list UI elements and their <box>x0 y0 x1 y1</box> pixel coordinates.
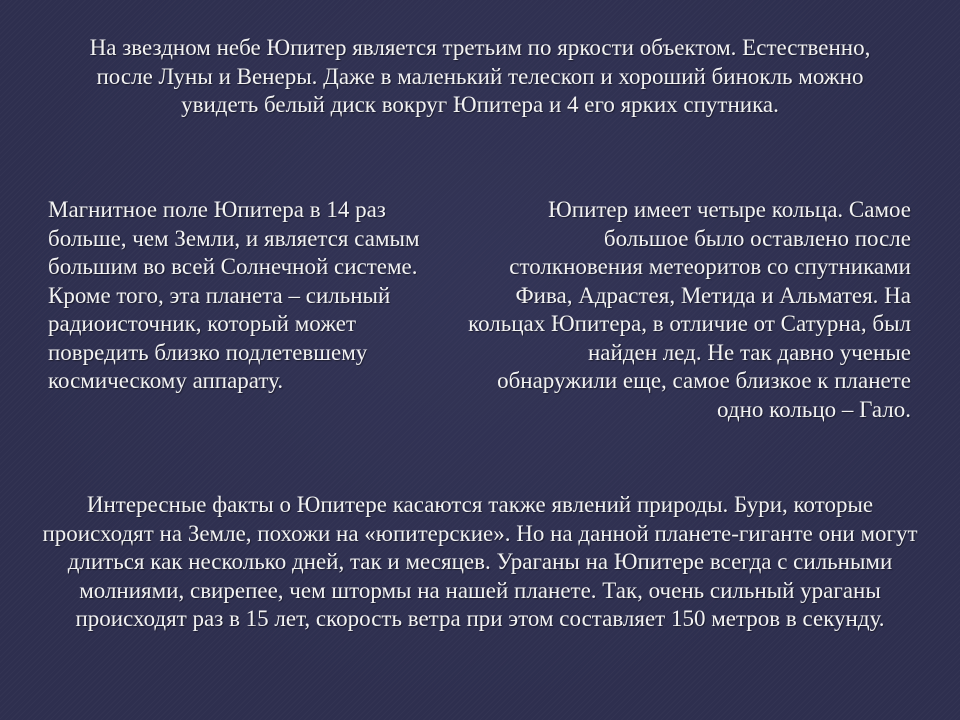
intro-paragraph: На звездном небе Юпитер является третьим по яркости объектом. Естественно, после Луны и Венеры. Даже в маленький телескоп и хороший бинокль можно увидеть белый диск вокруг Юпитера и 4 его ярких спутника. <box>89 35 871 117</box>
storms-paragraph: Интересные факты о Юпитере касаются также явлений природы. Бури, которые происходят на Земле, похожи на «юпитерские». Но на данной планете-гиганте они могут длиться как несколько дней, так и месяцев. Ураганы на Юпитере всегда с сильными молниями, свирепее, чем штормы на нашей планете. Так, очень сильный ураганы происходят раз в 15 лет, скорость ветра при этом составляет 150 метров в секунду. <box>42 492 918 631</box>
magnetic-field-paragraph: Магнитное поле Юпитера в 14 раз больше, чем Земли, и является самым большим во всей Солнечной системе. Кроме того, эта планета – сильный радиоисточник, который может повредить близко подлетевшему космическому аппарату. <box>48 197 420 393</box>
rings-paragraph: Юпитер имеет четыре кольца. Самое большое было оставлено после столкновения метеоритов со спутниками Фива, Адрастея, Метида и Альматея. На кольцах Юпитера, в отличие от Сатурна, был найден лед. Не так давно ученые обнаружили еще, самое близкое к планете одно кольцо – Гало. <box>468 197 911 422</box>
